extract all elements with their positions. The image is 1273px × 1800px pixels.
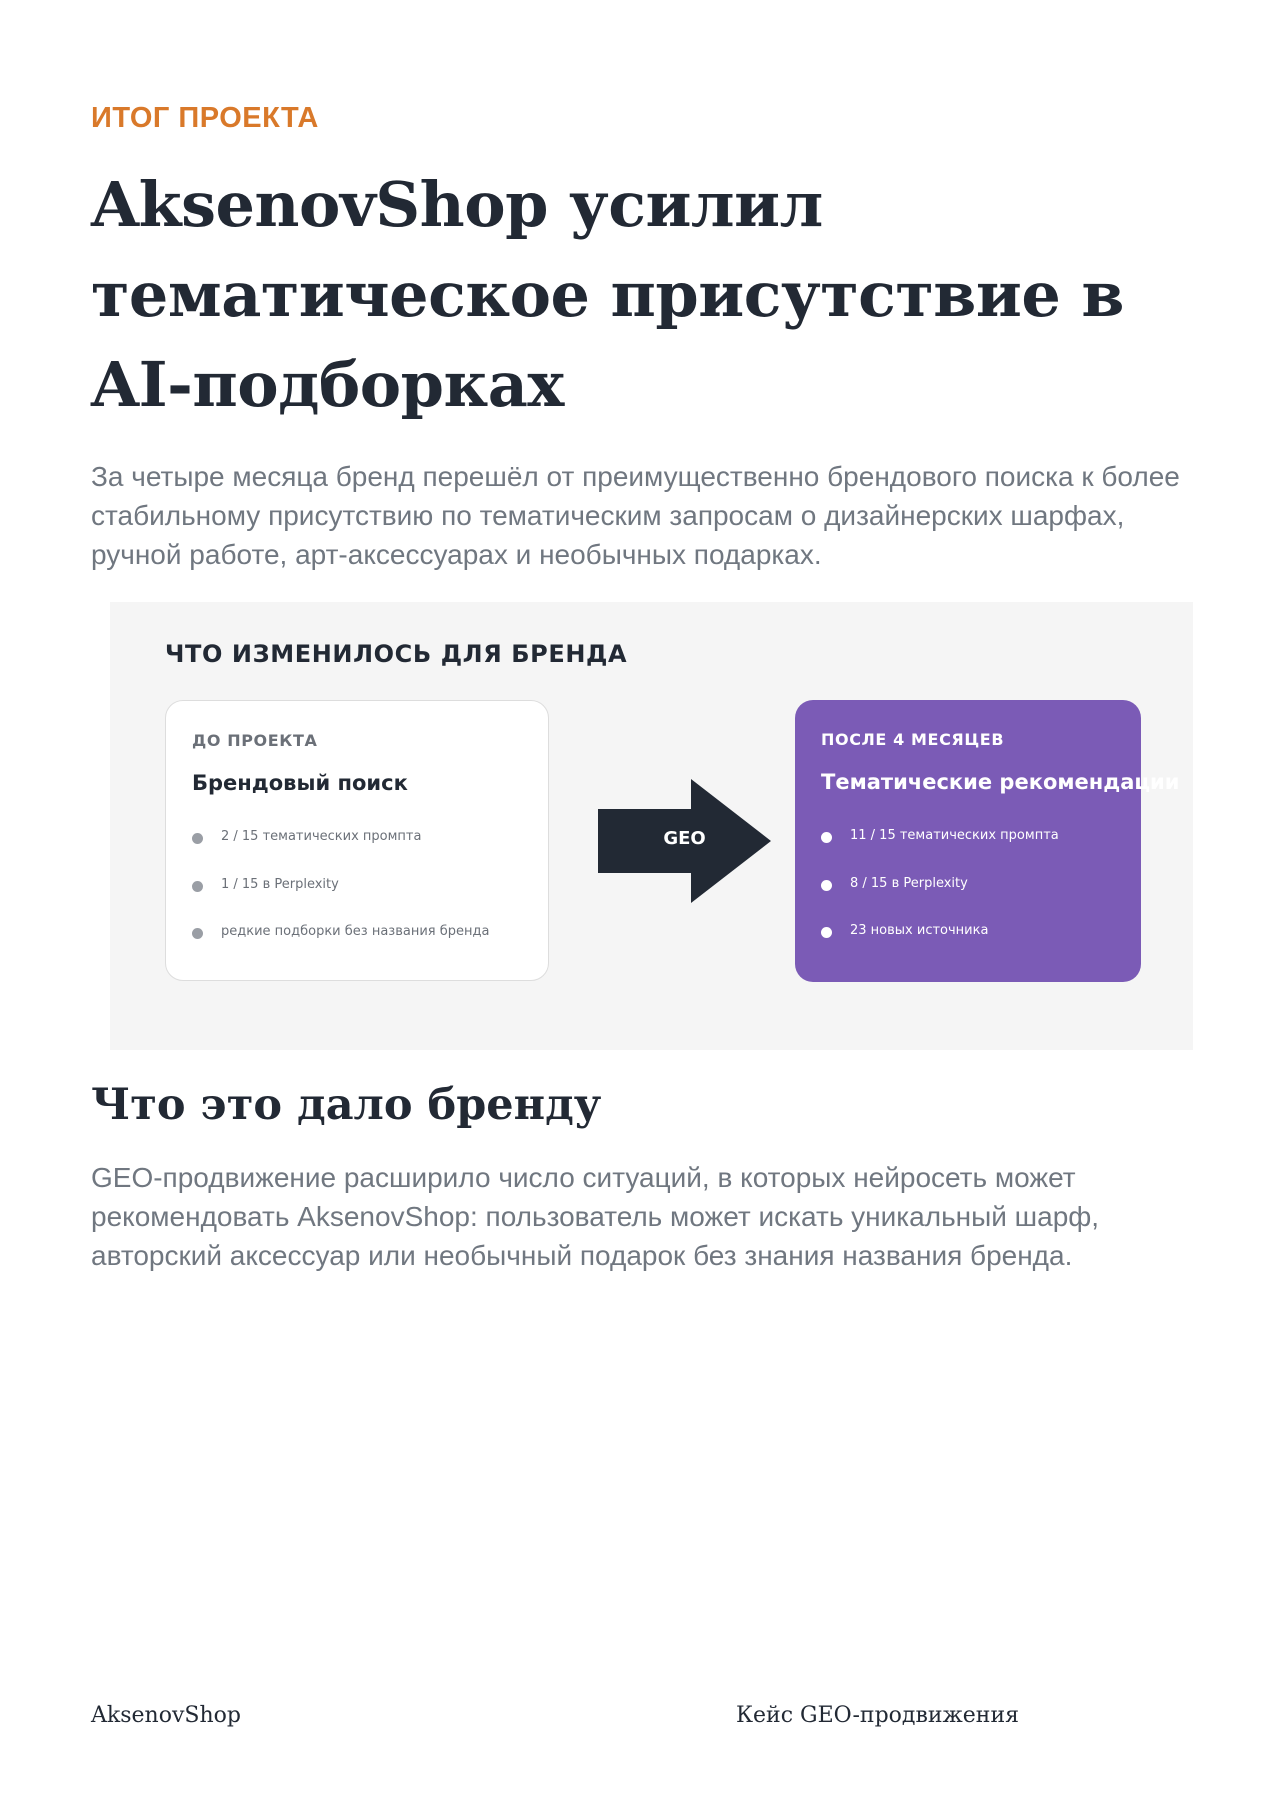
before-card-label: ДО ПРОЕКТА [192, 731, 318, 750]
after-card [795, 700, 1180, 982]
after-bullet-text: 23 новых источника [850, 923, 989, 938]
before-bullet-list [192, 829, 489, 972]
change-figure [110, 602, 1193, 1050]
after-bullet-item [821, 828, 1059, 876]
bullet-dot-icon [821, 927, 832, 938]
before-bullet-text: редкие подборки без названия бренда [221, 924, 490, 939]
lead-paragraph: За четыре месяца бренд перешёл от преимущественно брендового поиска к более стабильному присутствию по тематическим запросам о дизайнерских шарфах, ручной работе, арт-аксессуарах и необычных подарках. [91, 461, 1180, 570]
figure-title: ЧТО ИЗМЕНИЛОСЬ ДЛЯ БРЕНДА [165, 640, 628, 668]
before-card [165, 700, 549, 981]
after-bullet-item [821, 923, 1059, 971]
page-title: AksenovShop усилил тематическое присутствие в AI-подборках [91, 168, 1124, 421]
footer-brand: AksenovShop [91, 1703, 241, 1728]
eyebrow-label: ИТОГ ПРОЕКТА [91, 102, 319, 134]
before-bullet-text: 1 / 15 в Perplexity [221, 876, 339, 892]
arrow-label: GEO [663, 828, 706, 849]
before-bullet-item [192, 877, 489, 925]
bullet-dot-icon [821, 880, 832, 891]
before-bullet-item [192, 829, 489, 877]
before-card-heading: Брендовый поиск [192, 771, 408, 795]
after-card-heading: Тематические рекомендации [821, 770, 1180, 794]
after-bullet-list [821, 828, 1059, 971]
arrow-right-icon [598, 779, 773, 903]
bullet-dot-icon [192, 881, 203, 892]
after-bullet-text: 8 / 15 в Perplexity [850, 875, 968, 891]
bullet-dot-icon [821, 832, 832, 843]
before-bullet-text: 2 / 15 тематических промпта [221, 829, 422, 844]
bullet-dot-icon [192, 833, 203, 844]
bullet-dot-icon [192, 928, 203, 939]
section-title: Что это дало бренду [91, 1080, 602, 1130]
before-bullet-item [192, 924, 489, 972]
section-body: GEO-продвижение расширило число ситуаций, в которых нейросеть может рекомендовать AksenovShop: пользователь может искать уникальный шарф, авторский аксессуар или необычный подарок без знания названия бренда. [91, 1162, 1100, 1271]
footer-caption: Кейс GEO-продвижения [736, 1703, 1019, 1728]
after-bullet-text: 11 / 15 тематических промпта [850, 828, 1059, 843]
after-card-label: ПОСЛЕ 4 МЕСЯЦЕВ [821, 730, 1005, 749]
after-bullet-item [821, 876, 1059, 924]
